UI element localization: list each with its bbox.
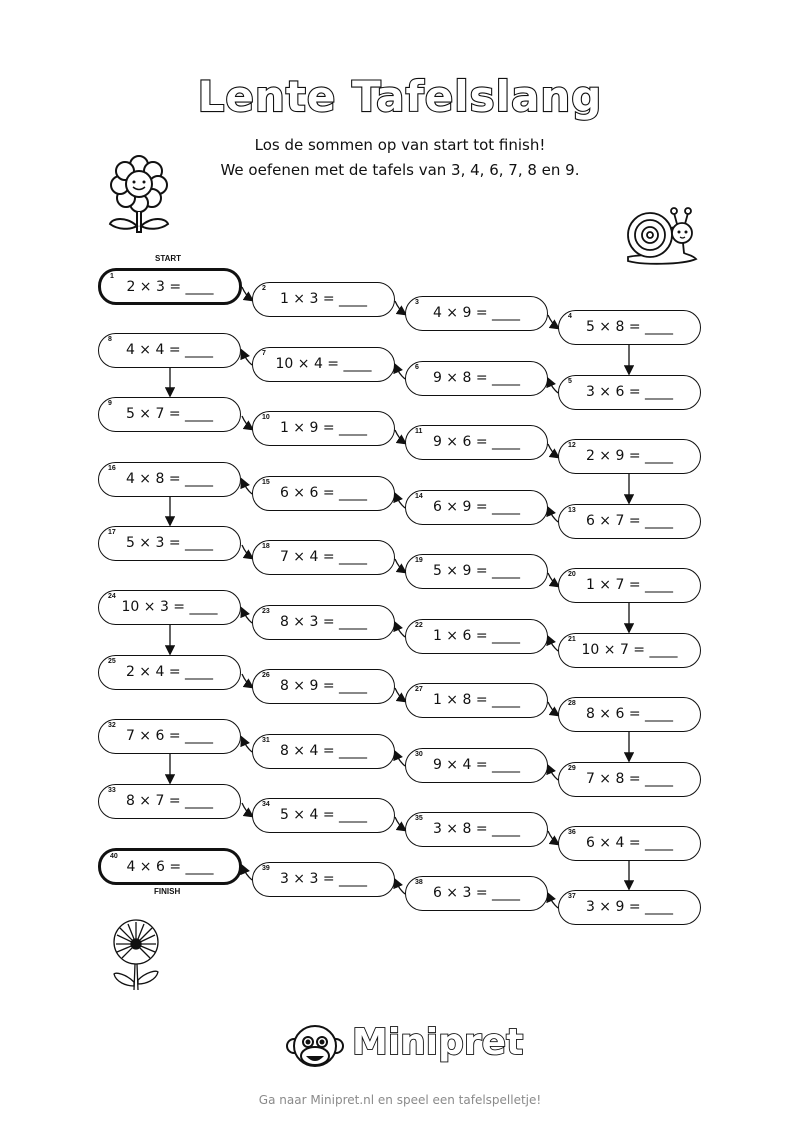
sum-cell-2[interactable]: [252, 282, 395, 317]
brand-name: Minipret: [352, 1022, 524, 1063]
cell-number: 40: [110, 853, 118, 860]
sum-cell-34[interactable]: [252, 798, 395, 833]
cell-number: 25: [108, 658, 116, 665]
cell-equation: 1 × 7 = ____: [585, 577, 674, 593]
cell-number: 18: [262, 543, 270, 550]
sum-cell-21[interactable]: [558, 633, 701, 668]
cell-equation: 6 × 6 = ____: [279, 485, 368, 501]
sum-cell-13[interactable]: [558, 504, 701, 539]
cell-equation: 4 × 6 = ____: [126, 859, 214, 875]
cell-number: 38: [415, 879, 423, 886]
instruction-line-1: Los de sommen op van start tot finish!: [254, 136, 546, 154]
cell-equation: 6 × 7 = ____: [585, 513, 674, 529]
cell-number: 16: [108, 465, 116, 472]
cell-number: 13: [568, 507, 576, 514]
cell-number: 29: [568, 765, 576, 772]
sum-cell-25[interactable]: [98, 655, 241, 690]
cell-equation: 2 × 9 = ____: [585, 448, 674, 464]
footer-text: Ga naar Minipret.nl en speel een tafelspelletje!: [258, 1093, 542, 1107]
sum-cell-19[interactable]: [405, 554, 548, 589]
sum-cell-30[interactable]: [405, 748, 548, 783]
sum-cell-14[interactable]: [405, 490, 548, 525]
cell-equation: 8 × 3 = ____: [279, 614, 368, 630]
cell-number: 10: [262, 414, 270, 421]
instruction-line-2: We oefenen met de tafels van 3, 4, 6, 7, 8 en 9.: [220, 161, 580, 179]
cell-number: 11: [415, 428, 423, 435]
cell-equation: 6 × 3 = ____: [432, 885, 521, 901]
cell-number: 15: [262, 479, 270, 486]
cell-equation: 1 × 3 = ____: [279, 291, 368, 307]
sum-cell-20[interactable]: [558, 568, 701, 603]
cell-equation: 7 × 6 = ____: [125, 728, 214, 744]
sum-cell-9[interactable]: [98, 397, 241, 432]
sum-cell-10[interactable]: [252, 411, 395, 446]
minipret-logo[interactable]: [286, 1022, 524, 1072]
cell-equation: 8 × 9 = ____: [279, 678, 368, 694]
cell-number: 7: [262, 350, 266, 357]
cell-equation: 7 × 8 = ____: [585, 771, 674, 787]
cell-equation: 8 × 7 = ____: [125, 793, 214, 809]
sum-cell-3[interactable]: [405, 296, 548, 331]
sum-cell-37[interactable]: [558, 890, 701, 925]
cell-number: 36: [568, 829, 576, 836]
cell-equation: 6 × 4 = ____: [585, 835, 674, 851]
sum-cell-18[interactable]: [252, 540, 395, 575]
cell-equation: 5 × 7 = ____: [125, 406, 214, 422]
cell-equation: 5 × 8 = ____: [585, 319, 674, 335]
sum-cell-1[interactable]: [98, 268, 242, 305]
sum-cell-15[interactable]: [252, 476, 395, 511]
cell-equation: 9 × 8 = ____: [432, 370, 521, 386]
cell-number: 19: [415, 557, 423, 564]
sum-cell-23[interactable]: [252, 605, 395, 640]
cell-number: 26: [262, 672, 270, 679]
cell-equation: 9 × 4 = ____: [432, 757, 521, 773]
cell-number: 28: [568, 700, 576, 707]
cell-equation: 1 × 8 = ____: [432, 692, 521, 708]
sum-cell-24[interactable]: [98, 590, 241, 625]
finish-label: FINISH: [154, 887, 181, 896]
dandelion-icon: [108, 916, 164, 994]
cell-number: 39: [262, 865, 270, 872]
sum-cell-40[interactable]: [98, 848, 242, 885]
cell-number: 20: [568, 571, 576, 578]
cell-number: 12: [568, 442, 576, 449]
monkey-icon: [286, 1022, 344, 1072]
sum-cell-28[interactable]: [558, 697, 701, 732]
cell-number: 35: [415, 815, 423, 822]
sum-cell-38[interactable]: [405, 876, 548, 911]
cell-equation: 8 × 6 = ____: [585, 706, 674, 722]
sum-cell-11[interactable]: [405, 425, 548, 460]
start-label: START: [155, 254, 182, 263]
cell-equation: 1 × 6 = ____: [432, 628, 521, 644]
page-title: Lente Tafelslang: [197, 72, 603, 121]
sum-cell-7[interactable]: [252, 347, 395, 382]
cell-number: 32: [108, 722, 116, 729]
cell-equation: 2 × 3 = ____: [126, 279, 214, 295]
cell-number: 30: [415, 751, 423, 758]
cell-equation: 3 × 3 = ____: [279, 871, 368, 887]
sum-cell-12[interactable]: [558, 439, 701, 474]
sum-cell-32[interactable]: [98, 719, 241, 754]
cell-number: 34: [262, 801, 270, 808]
cell-equation: 5 × 9 = ____: [432, 563, 521, 579]
sum-cell-4[interactable]: [558, 310, 701, 345]
cell-number: 22: [415, 622, 423, 629]
cell-equation: 7 × 4 = ____: [279, 549, 368, 565]
sum-cell-35[interactable]: [405, 812, 548, 847]
cell-equation: 5 × 4 = ____: [279, 807, 368, 823]
sum-cell-8[interactable]: [98, 333, 241, 368]
cell-equation: 6 × 9 = ____: [432, 499, 521, 515]
cell-equation: 8 × 4 = ____: [279, 743, 368, 759]
cell-number: 21: [568, 636, 576, 643]
sum-cell-17[interactable]: [98, 526, 241, 561]
cell-number: 5: [568, 378, 572, 385]
cell-number: 17: [108, 529, 116, 536]
cell-equation: 9 × 6 = ____: [432, 434, 521, 450]
cell-number: 23: [262, 608, 270, 615]
cell-number: 4: [568, 313, 572, 320]
cell-equation: 10 × 7 = ____: [581, 642, 678, 658]
cell-number: 31: [262, 737, 270, 744]
sum-cell-22[interactable]: [405, 619, 548, 654]
cell-equation: 3 × 9 = ____: [585, 899, 674, 915]
cell-number: 2: [262, 285, 266, 292]
sum-cell-16[interactable]: [98, 462, 241, 497]
cell-number: 37: [568, 893, 576, 900]
cell-number: 3: [415, 299, 419, 306]
cell-equation: 4 × 8 = ____: [125, 471, 214, 487]
sum-cell-33[interactable]: [98, 784, 241, 819]
sum-cell-31[interactable]: [252, 734, 395, 769]
cell-number: 24: [108, 593, 116, 600]
cell-equation: 3 × 6 = ____: [585, 384, 674, 400]
sum-cell-6[interactable]: [405, 361, 548, 396]
cell-number: 33: [108, 787, 116, 794]
cell-equation: 5 × 3 = ____: [125, 535, 214, 551]
cell-number: 1: [110, 273, 114, 280]
cell-number: 8: [108, 336, 112, 343]
cell-number: 9: [108, 400, 112, 407]
sum-cell-27[interactable]: [405, 683, 548, 718]
cell-equation: 4 × 4 = ____: [125, 342, 214, 358]
cell-equation: 2 × 4 = ____: [125, 664, 214, 680]
cell-number: 6: [415, 364, 419, 371]
cell-number: 27: [415, 686, 423, 693]
cell-equation: 4 × 9 = ____: [432, 305, 521, 321]
sum-cell-5[interactable]: [558, 375, 701, 410]
sum-cell-36[interactable]: [558, 826, 701, 861]
cell-equation: 10 × 3 = ____: [121, 599, 218, 615]
sum-cell-39[interactable]: [252, 862, 395, 897]
sum-cell-26[interactable]: [252, 669, 395, 704]
cell-equation: 1 × 9 = ____: [279, 420, 368, 436]
cell-equation: 3 × 8 = ____: [432, 821, 521, 837]
cell-number: 14: [415, 493, 423, 500]
sum-cell-29[interactable]: [558, 762, 701, 797]
cell-equation: 10 × 4 = ____: [275, 356, 372, 372]
